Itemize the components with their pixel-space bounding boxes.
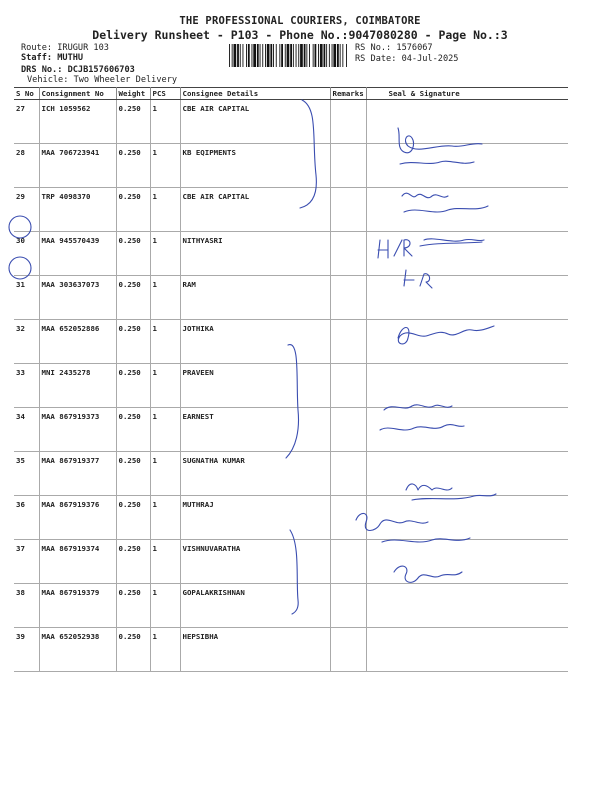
cell-pcs: 1 <box>150 276 180 320</box>
runsheet-table <box>14 87 568 672</box>
cell-consignee: KB EQIPMENTS <box>180 144 330 188</box>
cell-remarks <box>330 320 366 364</box>
runsheet-subtitle: Delivery Runsheet - P103 - Phone No.:9047080280 - Page No.:3 <box>92 28 508 42</box>
barcode-icon <box>229 44 347 67</box>
col-sno: S No <box>14 88 39 100</box>
cell-signature <box>366 540 568 584</box>
cell-remarks <box>330 408 366 452</box>
cell-signature <box>366 452 568 496</box>
cell-weight: 0.250 <box>116 496 150 540</box>
cell-consignee: RAM <box>180 276 330 320</box>
cell-sno: 31 <box>14 276 39 320</box>
cell-sno: 32 <box>14 320 39 364</box>
cell-consignment: TRP 4098370 <box>39 188 116 232</box>
cell-signature <box>366 496 568 540</box>
cell-consignee: CBE AIR CAPITAL <box>180 100 330 144</box>
cell-remarks <box>330 188 366 232</box>
cell-consignee: GOPALAKRISHNAN <box>180 584 330 628</box>
cell-weight: 0.250 <box>116 232 150 276</box>
cell-sno: 29 <box>14 188 39 232</box>
table-row <box>14 408 568 452</box>
cell-sno: 36 <box>14 496 39 540</box>
cell-consignment: MAA 867919376 <box>39 496 116 540</box>
cell-weight: 0.250 <box>116 452 150 496</box>
cell-consignment: MNI 2435278 <box>39 364 116 408</box>
cell-remarks <box>330 452 366 496</box>
table-row <box>14 540 568 584</box>
staff-label: Staff: MUTHU <box>21 53 84 63</box>
cell-pcs: 1 <box>150 100 180 144</box>
cell-sno: 37 <box>14 540 39 584</box>
table-row <box>14 100 568 144</box>
cell-remarks <box>330 628 366 672</box>
cell-signature <box>366 408 568 452</box>
col-pcs: PCS <box>150 88 180 100</box>
cell-weight: 0.250 <box>116 320 150 364</box>
cell-consignment: MAA 867919373 <box>39 408 116 452</box>
cell-weight: 0.250 <box>116 188 150 232</box>
cell-sno: 34 <box>14 408 39 452</box>
cell-signature <box>366 628 568 672</box>
table-row <box>14 452 568 496</box>
company-title: THE PROFESSIONAL COURIERS, COIMBATORE <box>179 15 421 27</box>
rs-number: RS No.: 1576067 <box>355 43 433 53</box>
table-row <box>14 144 568 188</box>
table-row <box>14 320 568 364</box>
cell-consignee: SUGNATHA KUMAR <box>180 452 330 496</box>
cell-consignee: EARNEST <box>180 408 330 452</box>
cell-consignee: VISHNUVARATHA <box>180 540 330 584</box>
cell-consignment: MAA 652052886 <box>39 320 116 364</box>
cell-weight: 0.250 <box>116 276 150 320</box>
cell-remarks <box>330 100 366 144</box>
cell-pcs: 1 <box>150 540 180 584</box>
cell-signature <box>366 144 568 188</box>
cell-remarks <box>330 276 366 320</box>
col-remarks: Remarks <box>330 88 366 100</box>
drs-label: DRS No.: DCJB157606703 <box>21 65 135 75</box>
cell-pcs: 1 <box>150 232 180 276</box>
cell-remarks <box>330 232 366 276</box>
col-weight: Weight <box>116 88 150 100</box>
table-row <box>14 276 568 320</box>
table-row <box>14 584 568 628</box>
cell-weight: 0.250 <box>116 100 150 144</box>
col-consignee: Consignee Details <box>180 88 330 100</box>
cell-sno: 33 <box>14 364 39 408</box>
cell-consignment: MAA 867919379 <box>39 584 116 628</box>
cell-weight: 0.250 <box>116 408 150 452</box>
cell-pcs: 1 <box>150 584 180 628</box>
cell-remarks <box>330 584 366 628</box>
cell-sno: 35 <box>14 452 39 496</box>
vehicle-label: Vehicle: Two Wheeler Delivery <box>27 75 178 85</box>
cell-sno: 30 <box>14 232 39 276</box>
cell-pcs: 1 <box>150 408 180 452</box>
cell-pcs: 1 <box>150 144 180 188</box>
cell-sno: 38 <box>14 584 39 628</box>
cell-consignee: CBE AIR CAPITAL <box>180 188 330 232</box>
cell-weight: 0.250 <box>116 628 150 672</box>
table-row <box>14 232 568 276</box>
cell-consignment: MAA 867919377 <box>39 452 116 496</box>
cell-pcs: 1 <box>150 320 180 364</box>
table-row <box>14 188 568 232</box>
col-consignment: Consignment No <box>39 88 116 100</box>
cell-signature <box>366 584 568 628</box>
cell-signature <box>366 276 568 320</box>
cell-pcs: 1 <box>150 364 180 408</box>
cell-consignee: NITHYASRI <box>180 232 330 276</box>
cell-weight: 0.250 <box>116 364 150 408</box>
cell-consignee: MUTHRAJ <box>180 496 330 540</box>
cell-remarks <box>330 144 366 188</box>
col-signature: Seal & Signature <box>366 88 568 100</box>
cell-signature <box>366 100 568 144</box>
cell-consignee: JOTHIKA <box>180 320 330 364</box>
cell-consignment: MAA 945570439 <box>39 232 116 276</box>
cell-sno: 27 <box>14 100 39 144</box>
cell-consignment: MAA 303637073 <box>39 276 116 320</box>
cell-signature <box>366 188 568 232</box>
cell-remarks <box>330 364 366 408</box>
cell-sno: 39 <box>14 628 39 672</box>
cell-remarks <box>330 496 366 540</box>
table-row <box>14 364 568 408</box>
cell-signature <box>366 232 568 276</box>
table-header-row <box>14 88 568 100</box>
cell-weight: 0.250 <box>116 540 150 584</box>
cell-consignment: MAA 867919374 <box>39 540 116 584</box>
table-row <box>14 628 568 672</box>
cell-signature <box>366 364 568 408</box>
cell-pcs: 1 <box>150 188 180 232</box>
table-row <box>14 496 568 540</box>
cell-sno: 28 <box>14 144 39 188</box>
cell-weight: 0.250 <box>116 144 150 188</box>
cell-signature <box>366 320 568 364</box>
cell-pcs: 1 <box>150 452 180 496</box>
cell-pcs: 1 <box>150 496 180 540</box>
cell-remarks <box>330 540 366 584</box>
cell-consignment: ICH 1059562 <box>39 100 116 144</box>
route-label: Route: IRUGUR 103 <box>21 43 109 53</box>
cell-consignee: PRAVEEN <box>180 364 330 408</box>
cell-consignment: MAA 706723941 <box>39 144 116 188</box>
cell-weight: 0.250 <box>116 584 150 628</box>
rs-date: RS Date: 04-Jul-2025 <box>355 54 459 64</box>
cell-pcs: 1 <box>150 628 180 672</box>
cell-consignment: MAA 652052938 <box>39 628 116 672</box>
cell-consignee: HEPSIBHA <box>180 628 330 672</box>
